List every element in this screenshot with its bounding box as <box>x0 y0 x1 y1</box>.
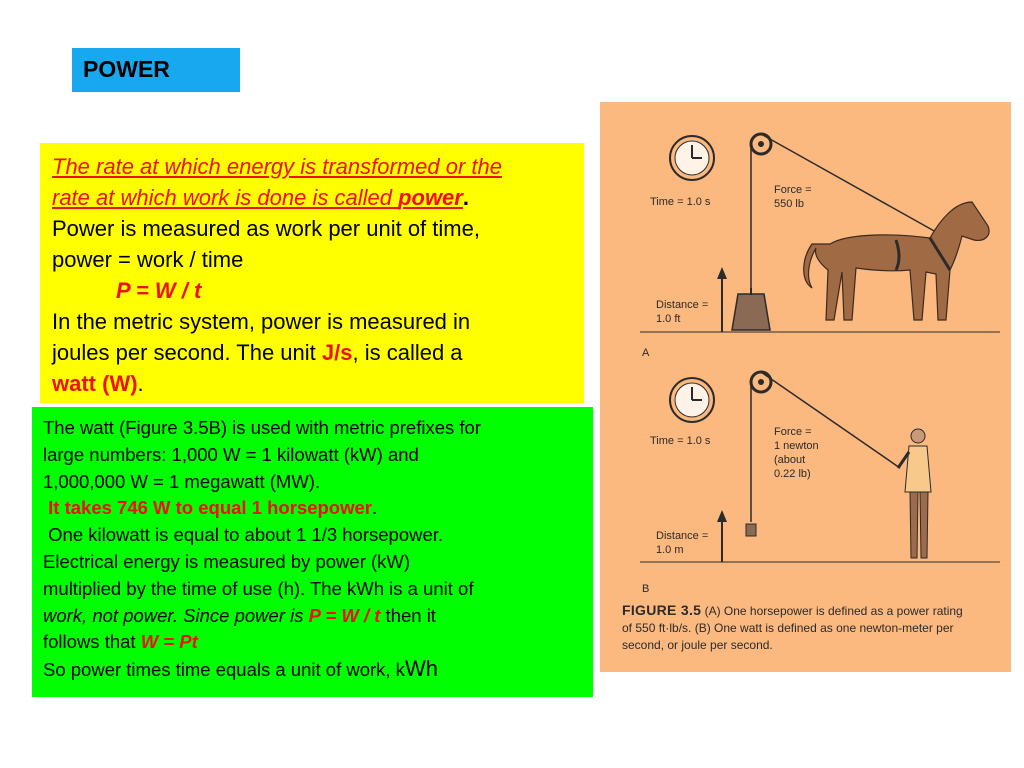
figure-caption <box>622 602 1007 654</box>
definition-line-1 <box>52 151 584 182</box>
horsepower-line: It takes 746 W to equal 1 horsepower. <box>48 497 378 519</box>
formula-w: W = Pt <box>140 631 198 653</box>
measured-line-1: Power is measured as work per unit of time, <box>52 216 480 241</box>
weight-b-icon <box>746 524 756 536</box>
metric-line-1: In the metric system, power is measured in <box>52 309 471 334</box>
force-a-label-2: 550 lb <box>774 198 804 210</box>
energy-line-5: So power times time equals a unit of work, kWh <box>43 656 438 682</box>
energy-line-2: multiplied by the time of use (h). The kWh is a unit of <box>43 577 474 599</box>
watt-line-2: large numbers: 1,000 W = 1 kilowatt (kW) and <box>43 443 419 465</box>
power-formula: P = W / t <box>116 278 202 303</box>
definition-text-2: rate at which work is done is called power <box>52 185 463 210</box>
measured-line-2: power = work / time <box>52 247 244 272</box>
power-term: power <box>398 185 463 210</box>
watt-term: watt (W) <box>52 371 138 396</box>
caption-line-3: second, or joule per second. <box>622 638 773 652</box>
energy-line-1: Electrical energy is measured by power (kW) <box>43 550 411 572</box>
time-a-label: Time = 1.0 s <box>650 196 711 208</box>
horse-icon <box>804 202 989 320</box>
figure-illustration <box>600 102 1011 592</box>
arrow-a-icon <box>717 267 727 332</box>
energy-line-3: work, not power. Since power is P = W / t then it <box>43 604 436 626</box>
force-b-label-3: (about <box>774 454 806 466</box>
caption-line-1: (A) One horsepower is defined as a power rating <box>701 604 963 618</box>
force-a-label-1: Force = <box>774 184 812 196</box>
definition-line-2: rate at which work is done is called power. <box>52 185 469 210</box>
panel-b-label: B <box>642 583 650 592</box>
caption-title: FIGURE 3.5 <box>622 602 702 618</box>
figure-3-5 <box>600 102 1011 672</box>
watt-line-3: 1,000,000 W = 1 megawatt (MW). <box>43 470 321 492</box>
distance-b-label-2: 1.0 m <box>656 544 684 556</box>
watt-line-1: The watt (Figure 3.5B) is used with metric prefixes for <box>43 417 481 438</box>
kilowatt-line: One kilowatt is equal to about 1 1/3 horsepower. <box>48 524 444 546</box>
clock-a-icon <box>670 136 714 180</box>
person-icon <box>898 429 931 558</box>
panel-a-label: A <box>642 347 650 359</box>
clock-b-icon <box>670 378 714 422</box>
distance-a-label-1: Distance = <box>656 299 709 311</box>
page-title: POWER <box>72 48 240 92</box>
force-b-label-2: 1 newton <box>774 440 819 452</box>
caption-line-2: of 550 ft·lb/s. (B) One watt is defined as one newton-meter per <box>622 621 954 635</box>
definition-text-1: The rate at which energy is transformed or the <box>52 154 502 179</box>
time-b-label: Time = 1.0 s <box>650 435 711 447</box>
metric-line-2: joules per second. The unit J/s, is called a <box>52 340 463 365</box>
energy-line-4: follows that W = Pt <box>43 631 198 653</box>
distance-b-label-1: Distance = <box>656 530 709 542</box>
definition-box <box>40 143 584 403</box>
distance-a-label-2: 1.0 ft <box>656 313 681 325</box>
arrow-b-icon <box>717 510 727 562</box>
formula-p: P = W / t <box>308 604 381 626</box>
force-b-label-1: Force = <box>774 426 812 438</box>
unit-js: J/s <box>321 340 353 365</box>
metric-line-3: watt (W). <box>52 371 144 396</box>
watt-info-box <box>32 407 593 697</box>
weight-a-icon <box>732 288 770 330</box>
force-b-label-4: 0.22 lb) <box>774 468 811 480</box>
